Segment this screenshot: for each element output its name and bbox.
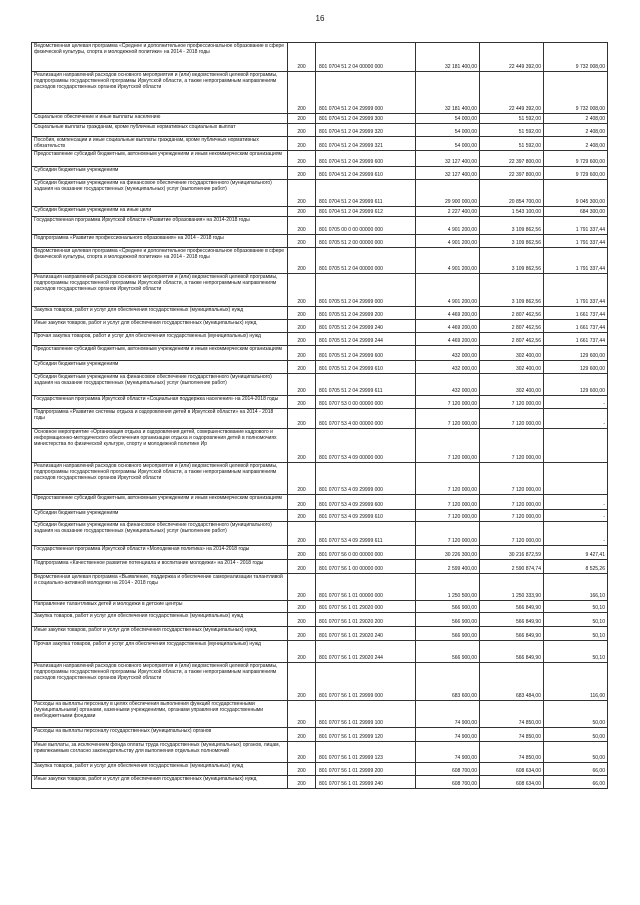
row-executed-cell: 3 109 862,56: [480, 248, 544, 274]
row-approved-cell: 74 900,00: [416, 701, 480, 728]
row-executed-cell: 74 850,00: [480, 742, 544, 763]
row-executed-cell: 566 849,90: [480, 627, 544, 641]
table-row: [32, 320, 608, 333]
row-approved-cell: 608 700,00: [416, 776, 480, 789]
row-approved-cell: 54 000,00: [416, 114, 480, 124]
table-row: [32, 510, 608, 522]
row-unexecuted-cell: 9 732 008,00: [544, 72, 608, 114]
row-code-cell: 200: [288, 274, 316, 307]
row-kbk-cell: 801 0707 56 1 01 29999 000: [316, 663, 416, 701]
row-code-cell: 200: [288, 574, 316, 601]
row-kbk-cell: 801 0704 51 2 04 29999 320: [316, 124, 416, 137]
row-approved-cell: 32 127 400,00: [416, 151, 480, 167]
table-row: [32, 728, 608, 742]
row-kbk-cell: 801 0707 56 1 01 29020 244: [316, 641, 416, 663]
row-code-cell: 200: [288, 396, 316, 409]
row-approved-cell: 4 469 200,00: [416, 333, 480, 346]
row-name-cell: Реализация направлений расходов основного мероприятия и (или) ведомственной целевой программы, подпрограммы государственной программы Иркутской области, а также непрограммным направлениям расходов государственных органов Иркутской области: [32, 72, 288, 114]
row-name-cell: Ведомственная целевая программа «Среднее и дополнительное профессиональное образование в сфере физической культуры, спорта и молодежной политики» на 2014 - 2018 годы: [32, 43, 288, 72]
row-unexecuted-cell: 1 661 737,44: [544, 320, 608, 333]
row-code-cell: 200: [288, 776, 316, 789]
row-code-cell: 200: [288, 248, 316, 274]
row-approved-cell: 32 181 400,00: [416, 43, 480, 72]
row-executed-cell: 7 120 000,00: [480, 510, 544, 522]
row-unexecuted-cell: 9 732 008,00: [544, 43, 608, 72]
table-row: [32, 701, 608, 728]
row-name-cell: Основное мероприятие «Организация отдыха и оздоровления детей, совершенствование кадрового и информационно-методического обеспечения организации отдыха и оздоровления детей в полномочиях министерства по физической культуре, спорту и молодежной политике Ир: [32, 429, 288, 463]
row-kbk-cell: 801 0707 53 4 09 00000 000: [316, 429, 416, 463]
row-unexecuted-cell: 129 600,00: [544, 361, 608, 374]
row-executed-cell: 683 484,00: [480, 663, 544, 701]
row-executed-cell: 608 634,00: [480, 776, 544, 789]
row-approved-cell: 32 127 400,00: [416, 167, 480, 180]
row-name-cell: Ведомственная целевая программа «Среднее и дополнительное профессиональное образование в сфере физической культуры, спорта и молодежной политики» на 2014 - 2018 годы: [32, 248, 288, 274]
row-kbk-cell: 801 0707 53 4 09 29999 600: [316, 495, 416, 510]
row-name-cell: Подпрограмма «Развитие профессионального образования» на 2014 - 2018 годы: [32, 235, 288, 248]
row-name-cell: Реализация направлений расходов основного мероприятия и (или) ведомственной целевой программы, подпрограммы государственной программы Иркутской области, а также непрограммным направлениям расходов государственных органов Иркутской области: [32, 463, 288, 495]
row-unexecuted-cell: 50,10: [544, 613, 608, 627]
row-executed-cell: 22 449 392,00: [480, 72, 544, 114]
row-name-cell: Субсидии бюджетным учреждениям: [32, 361, 288, 374]
row-executed-cell: 22 397 800,00: [480, 167, 544, 180]
row-name-cell: Подпрограмма «Развитие системы отдыха и оздоровления детей в Иркутской области» на 2014 - 2018 годы: [32, 409, 288, 429]
row-unexecuted-cell: 50,00: [544, 742, 608, 763]
row-kbk-cell: 801 0707 56 1 01 29999 123: [316, 742, 416, 763]
row-code-cell: 200: [288, 320, 316, 333]
row-code-cell: 200: [288, 235, 316, 248]
row-approved-cell: 29 900 000,00: [416, 180, 480, 207]
row-unexecuted-cell: 66,00: [544, 763, 608, 776]
row-code-cell: 200: [288, 167, 316, 180]
row-kbk-cell: 801 0705 51 2 04 29999 000: [316, 274, 416, 307]
budget-table-body: [32, 43, 608, 789]
table-row: [32, 217, 608, 235]
row-code-cell: 200: [288, 601, 316, 613]
table-row: [32, 613, 608, 627]
row-approved-cell: 7 120 000,00: [416, 522, 480, 546]
row-unexecuted-cell: 1 791 337,44: [544, 248, 608, 274]
table-row: [32, 333, 608, 346]
row-name-cell: Государственная программа Иркутской области «Развитие образования» на 2014-2018 годы: [32, 217, 288, 235]
table-row: [32, 641, 608, 663]
row-unexecuted-cell: 1 661 737,44: [544, 333, 608, 346]
table-row: [32, 374, 608, 396]
budget-table: [31, 42, 608, 789]
row-unexecuted-cell: 129 600,00: [544, 346, 608, 361]
row-name-cell: Расходы на выплаты персоналу государственных (муниципальных) органов: [32, 728, 288, 742]
row-executed-cell: 22 449 392,00: [480, 43, 544, 72]
row-name-cell: Субсидии бюджетным учреждениям: [32, 167, 288, 180]
row-code-cell: 200: [288, 374, 316, 396]
row-name-cell: Ведомственная целевая программа «Выявление, поддержка и обеспечение самореализации талантливой и социально-активной молодежи на 2014 - 2018 годы: [32, 574, 288, 601]
page-number: 16: [315, 14, 325, 23]
row-approved-cell: 7 120 000,00: [416, 409, 480, 429]
row-unexecuted-cell: 9 045 300,00: [544, 180, 608, 207]
row-name-cell: Закупка товаров, работ и услуг для обеспечения государственных (муниципальных) нужд: [32, 613, 288, 627]
row-executed-cell: 2 807 462,56: [480, 333, 544, 346]
row-name-cell: Реализация направлений расходов основного мероприятия и (или) ведомственной целевой программы, подпрограммы государственной программы Иркутской области, а также непрограммным направлениям расходов государственных органов Иркутской области: [32, 274, 288, 307]
row-unexecuted-cell: 50,10: [544, 601, 608, 613]
row-name-cell: Подпрограмма «Качественное развитие потенциала и воспитание молодежи» на 2014 - 2018 годы: [32, 560, 288, 574]
row-name-cell: Субсидии бюджетным учреждениям на иные цели: [32, 207, 288, 217]
row-executed-cell: 51 592,00: [480, 114, 544, 124]
row-executed-cell: 302 400,00: [480, 361, 544, 374]
row-name-cell: Иные выплаты, за исключением фонда оплаты труда государственных (муниципальных) органов, лицам, привлекаемым согласно законодательству для выполнения отдельных полномочий: [32, 742, 288, 763]
row-name-cell: Прочая закупка товаров, работ и услуг для обеспечения государственных (муниципальных) нужд: [32, 641, 288, 663]
table-row: [32, 235, 608, 248]
table-row: [32, 763, 608, 776]
row-code-cell: 200: [288, 627, 316, 641]
row-name-cell: Иные закупки товаров, работ и услуг для обеспечения государственных (муниципальных) нужд: [32, 627, 288, 641]
row-executed-cell: 7 120 000,00: [480, 495, 544, 510]
table-row: [32, 72, 608, 114]
row-kbk-cell: 801 0707 56 1 01 29020 240: [316, 627, 416, 641]
table-row: [32, 463, 608, 495]
row-code-cell: 200: [288, 137, 316, 151]
row-unexecuted-cell: 2 408,00: [544, 124, 608, 137]
table-row: [32, 742, 608, 763]
row-code-cell: 200: [288, 72, 316, 114]
row-code-cell: 200: [288, 763, 316, 776]
row-kbk-cell: 801 0705 51 2 04 29999 244: [316, 333, 416, 346]
row-kbk-cell: 801 0707 56 1 01 29020 000: [316, 601, 416, 613]
row-name-cell: Пособия, компенсации и иные социальные выплаты гражданам, кроме публичных нормативных обязательств: [32, 137, 288, 151]
row-executed-cell: 566 849,90: [480, 641, 544, 663]
row-kbk-cell: 801 0707 56 1 01 00000 000: [316, 574, 416, 601]
row-approved-cell: 566 900,00: [416, 601, 480, 613]
table-row: [32, 137, 608, 151]
row-name-cell: Субсидии бюджетным учреждениям на финансовое обеспечение государственного (муниципального) задания на оказание государственных (муниципальных) услуг (выполнение работ): [32, 522, 288, 546]
row-kbk-cell: 801 0707 56 0 00 00000 000: [316, 546, 416, 560]
row-executed-cell: 74 850,00: [480, 701, 544, 728]
row-name-cell: Предоставление субсидий бюджетным, автономным учреждениям и иным некоммерческим организациям: [32, 346, 288, 361]
row-unexecuted-cell: 2 408,00: [544, 137, 608, 151]
row-kbk-cell: 801 0707 53 4 09 29999 610: [316, 510, 416, 522]
row-code-cell: 200: [288, 346, 316, 361]
row-kbk-cell: 801 0704 51 2 04 29999 300: [316, 114, 416, 124]
row-kbk-cell: 801 0707 56 1 01 29999 240: [316, 776, 416, 789]
row-unexecuted-cell: 1 791 337,44: [544, 217, 608, 235]
row-code-cell: 200: [288, 361, 316, 374]
row-code-cell: 200: [288, 701, 316, 728]
row-executed-cell: 566 849,90: [480, 613, 544, 627]
row-code-cell: 200: [288, 207, 316, 217]
row-name-cell: Предоставление субсидий бюджетным, автономным учреждениям и иным некоммерческим организациям: [32, 151, 288, 167]
table-row: [32, 207, 608, 217]
row-code-cell: 200: [288, 409, 316, 429]
row-kbk-cell: 801 0705 51 2 04 29999 240: [316, 320, 416, 333]
row-unexecuted-cell: -: [544, 409, 608, 429]
row-approved-cell: 7 120 000,00: [416, 429, 480, 463]
row-approved-cell: 74 900,00: [416, 742, 480, 763]
row-code-cell: 200: [288, 429, 316, 463]
row-executed-cell: 7 120 000,00: [480, 396, 544, 409]
row-unexecuted-cell: 1 791 337,44: [544, 235, 608, 248]
row-kbk-cell: 801 0707 53 4 09 29999 611: [316, 522, 416, 546]
row-approved-cell: 566 900,00: [416, 641, 480, 663]
row-executed-cell: 22 397 800,00: [480, 151, 544, 167]
row-approved-cell: 566 900,00: [416, 627, 480, 641]
table-row: [32, 560, 608, 574]
row-name-cell: Прочая закупка товаров, работ и услуг для обеспечения государственных (муниципальных) нужд: [32, 333, 288, 346]
row-unexecuted-cell: 166,10: [544, 574, 608, 601]
row-approved-cell: 4 901 200,00: [416, 235, 480, 248]
row-kbk-cell: 801 0704 51 2 04 29999 611: [316, 180, 416, 207]
row-approved-cell: 7 120 000,00: [416, 510, 480, 522]
row-kbk-cell: 801 0707 56 1 00 00000 000: [316, 560, 416, 574]
row-unexecuted-cell: [544, 463, 608, 495]
row-kbk-cell: 801 0705 51 2 00 00000 000: [316, 235, 416, 248]
row-code-cell: 200: [288, 613, 316, 627]
table-row: [32, 307, 608, 320]
row-unexecuted-cell: [544, 429, 608, 463]
row-approved-cell: 4 901 200,00: [416, 217, 480, 235]
row-code-cell: 200: [288, 560, 316, 574]
row-approved-cell: 7 120 000,00: [416, 396, 480, 409]
row-executed-cell: 1 250 333,90: [480, 574, 544, 601]
row-unexecuted-cell: -: [544, 396, 608, 409]
row-code-cell: 200: [288, 495, 316, 510]
row-kbk-cell: 801 0705 51 2 04 00000 000: [316, 248, 416, 274]
row-name-cell: Социальное обеспечение и иные выплаты населению: [32, 114, 288, 124]
row-kbk-cell: 801 0704 51 2 04 29999 600: [316, 151, 416, 167]
row-unexecuted-cell: 66,00: [544, 776, 608, 789]
row-unexecuted-cell: 116,00: [544, 663, 608, 701]
row-kbk-cell: 801 0705 51 2 04 29999 611: [316, 374, 416, 396]
row-code-cell: 200: [288, 307, 316, 320]
table-row: [32, 151, 608, 167]
row-unexecuted-cell: 9 427,41: [544, 546, 608, 560]
row-executed-cell: 3 109 862,56: [480, 235, 544, 248]
row-kbk-cell: 801 0707 56 1 01 29999 100: [316, 701, 416, 728]
row-code-cell: 200: [288, 151, 316, 167]
row-unexecuted-cell: 2 408,00: [544, 114, 608, 124]
table-row: [32, 361, 608, 374]
row-name-cell: Расходы на выплаты персоналу в целях обеспечения выполнения функций государственными (муниципальными) органами, казенными учреждениями, органами управления государственными внебюджетными фондами: [32, 701, 288, 728]
row-executed-cell: 2 590 874,74: [480, 560, 544, 574]
row-approved-cell: 2 599 400,00: [416, 560, 480, 574]
row-kbk-cell: 801 0705 51 2 04 29999 200: [316, 307, 416, 320]
row-unexecuted-cell: 9 729 600,00: [544, 151, 608, 167]
row-approved-cell: 566 900,00: [416, 613, 480, 627]
row-executed-cell: 566 849,90: [480, 601, 544, 613]
row-approved-cell: 432 000,00: [416, 361, 480, 374]
row-unexecuted-cell: 8 525,26: [544, 560, 608, 574]
row-name-cell: Иные закупки товаров, работ и услуг для обеспечения государственных (муниципальных) нужд: [32, 776, 288, 789]
table-row: [32, 124, 608, 137]
row-approved-cell: 2 227 400,00: [416, 207, 480, 217]
row-name-cell: Направление талантливых детей и молодежи в детские центры: [32, 601, 288, 613]
row-kbk-cell: 801 0707 53 4 09 29999 000: [316, 463, 416, 495]
table-row: [32, 776, 608, 789]
row-name-cell: Субсидии бюджетным учреждениям на финансовое обеспечение государственного (муниципального) задания на оказание государственных (муниципальных) услуг (выполнение работ): [32, 180, 288, 207]
row-code-cell: 200: [288, 180, 316, 207]
row-name-cell: Государственная программа Иркутской области «Социальная поддержка населения» на 2014-2018 годы: [32, 396, 288, 409]
row-kbk-cell: 801 0705 00 0 00 00000 000: [316, 217, 416, 235]
row-executed-cell: 7 120 000,00: [480, 522, 544, 546]
row-executed-cell: 2 807 462,56: [480, 320, 544, 333]
row-executed-cell: 3 109 862,56: [480, 274, 544, 307]
row-unexecuted-cell: -: [544, 522, 608, 546]
table-row: [32, 409, 608, 429]
row-kbk-cell: 801 0705 51 2 04 29999 600: [316, 346, 416, 361]
row-executed-cell: 2 807 462,56: [480, 307, 544, 320]
row-code-cell: 200: [288, 641, 316, 663]
table-row: [32, 114, 608, 124]
row-approved-cell: 7 120 000,00: [416, 463, 480, 495]
row-kbk-cell: 801 0705 51 2 04 29999 610: [316, 361, 416, 374]
row-kbk-cell: 801 0704 51 2 04 00000 000: [316, 43, 416, 72]
row-approved-cell: 432 000,00: [416, 346, 480, 361]
row-unexecuted-cell: 684 300,00: [544, 207, 608, 217]
row-executed-cell: 74 850,00: [480, 728, 544, 742]
row-unexecuted-cell: 1 791 337,44: [544, 274, 608, 307]
row-code-cell: 200: [288, 510, 316, 522]
row-executed-cell: 51 592,00: [480, 137, 544, 151]
row-executed-cell: 608 634,00: [480, 763, 544, 776]
table-row: [32, 601, 608, 613]
table-row: [32, 180, 608, 207]
table-row: [32, 495, 608, 510]
row-approved-cell: 54 000,00: [416, 124, 480, 137]
row-code-cell: 200: [288, 114, 316, 124]
row-approved-cell: 32 181 400,00: [416, 72, 480, 114]
row-approved-cell: 4 901 200,00: [416, 274, 480, 307]
row-approved-cell: 4 901 200,00: [416, 248, 480, 274]
row-kbk-cell: 801 0704 51 2 04 29999 000: [316, 72, 416, 114]
table-row: [32, 429, 608, 463]
row-executed-cell: 30 216 872,59: [480, 546, 544, 560]
row-approved-cell: 608 700,00: [416, 763, 480, 776]
table-row: [32, 546, 608, 560]
row-name-cell: Субсидии бюджетным учреждениям на финансовое обеспечение государственного (муниципального) задания на оказание государственных (муниципальных) услуг (выполнение работ): [32, 374, 288, 396]
row-unexecuted-cell: 50,00: [544, 728, 608, 742]
row-kbk-cell: 801 0704 51 2 04 29999 612: [316, 207, 416, 217]
row-name-cell: Социальные выплаты гражданам, кроме публичных нормативных социальных выплат: [32, 124, 288, 137]
row-code-cell: 200: [288, 663, 316, 701]
row-name-cell: Закупка товаров, работ и услуг для обеспечения государственных (муниципальных) нужд: [32, 763, 288, 776]
row-kbk-cell: 801 0707 53 0 00 00000 000: [316, 396, 416, 409]
row-unexecuted-cell: -: [544, 510, 608, 522]
row-name-cell: Субсидии бюджетным учреждениям: [32, 510, 288, 522]
row-code-cell: 200: [288, 742, 316, 763]
row-approved-cell: 4 469 200,00: [416, 307, 480, 320]
row-code-cell: 200: [288, 546, 316, 560]
row-code-cell: 200: [288, 333, 316, 346]
row-approved-cell: 7 120 000,00: [416, 495, 480, 510]
row-kbk-cell: 801 0707 56 1 01 29999 120: [316, 728, 416, 742]
row-kbk-cell: 801 0707 53 4 00 00000 000: [316, 409, 416, 429]
row-executed-cell: 302 400,00: [480, 374, 544, 396]
row-code-cell: 200: [288, 124, 316, 137]
row-kbk-cell: 801 0704 51 2 04 29999 610: [316, 167, 416, 180]
row-executed-cell: 3 109 862,56: [480, 217, 544, 235]
row-code-cell: 200: [288, 522, 316, 546]
row-unexecuted-cell: 50,10: [544, 627, 608, 641]
table-row: [32, 522, 608, 546]
row-approved-cell: 54 000,00: [416, 137, 480, 151]
row-name-cell: Государственная программа Иркутской области «Молодежная политика» на 2014-2018 годы: [32, 546, 288, 560]
row-approved-cell: 683 600,00: [416, 663, 480, 701]
row-executed-cell: 7 120 000,00: [480, 429, 544, 463]
row-kbk-cell: 801 0707 56 1 01 29020 200: [316, 613, 416, 627]
table-row: [32, 663, 608, 701]
table-row: [32, 167, 608, 180]
row-executed-cell: 20 854 700,00: [480, 180, 544, 207]
row-unexecuted-cell: 50,10: [544, 641, 608, 663]
row-approved-cell: 30 226 300,00: [416, 546, 480, 560]
row-code-cell: 200: [288, 217, 316, 235]
row-name-cell: Реализация направлений расходов основного мероприятия и (или) ведомственной целевой программы, подпрограммы государственной программы Иркутской области, а также непрограммным направлениям расходов государственных органов Иркутской области: [32, 663, 288, 701]
row-unexecuted-cell: 9 729 600,00: [544, 167, 608, 180]
row-unexecuted-cell: -: [544, 495, 608, 510]
row-approved-cell: 1 250 500,00: [416, 574, 480, 601]
row-approved-cell: 432 000,00: [416, 374, 480, 396]
table-row: [32, 346, 608, 361]
row-name-cell: Иные закупки товаров, работ и услуг для обеспечения государственных (муниципальных) нужд: [32, 320, 288, 333]
row-code-cell: 200: [288, 43, 316, 72]
row-executed-cell: 1 543 100,00: [480, 207, 544, 217]
table-row: [32, 627, 608, 641]
row-unexecuted-cell: 129 600,00: [544, 374, 608, 396]
row-approved-cell: 74 900,00: [416, 728, 480, 742]
row-name-cell: Закупка товаров, работ и услуг для обеспечения государственных (муниципальных) нужд: [32, 307, 288, 320]
row-unexecuted-cell: 1 661 737,44: [544, 307, 608, 320]
row-executed-cell: 7 120 000,00: [480, 409, 544, 429]
row-name-cell: Предоставление субсидий бюджетным, автономным учреждениям и иным некоммерческим организациям: [32, 495, 288, 510]
row-approved-cell: 4 469 200,00: [416, 320, 480, 333]
table-row: [32, 574, 608, 601]
row-kbk-cell: 801 0704 51 2 04 29999 321: [316, 137, 416, 151]
row-executed-cell: 7 120 000,00: [480, 463, 544, 495]
table-row: [32, 248, 608, 274]
row-unexecuted-cell: 50,00: [544, 701, 608, 728]
table-row: [32, 396, 608, 409]
row-executed-cell: 302 400,00: [480, 346, 544, 361]
table-row: [32, 43, 608, 72]
row-code-cell: 200: [288, 728, 316, 742]
row-executed-cell: 51 592,00: [480, 124, 544, 137]
row-code-cell: 200: [288, 463, 316, 495]
row-kbk-cell: 801 0707 56 1 01 29999 200: [316, 763, 416, 776]
table-row: [32, 274, 608, 307]
